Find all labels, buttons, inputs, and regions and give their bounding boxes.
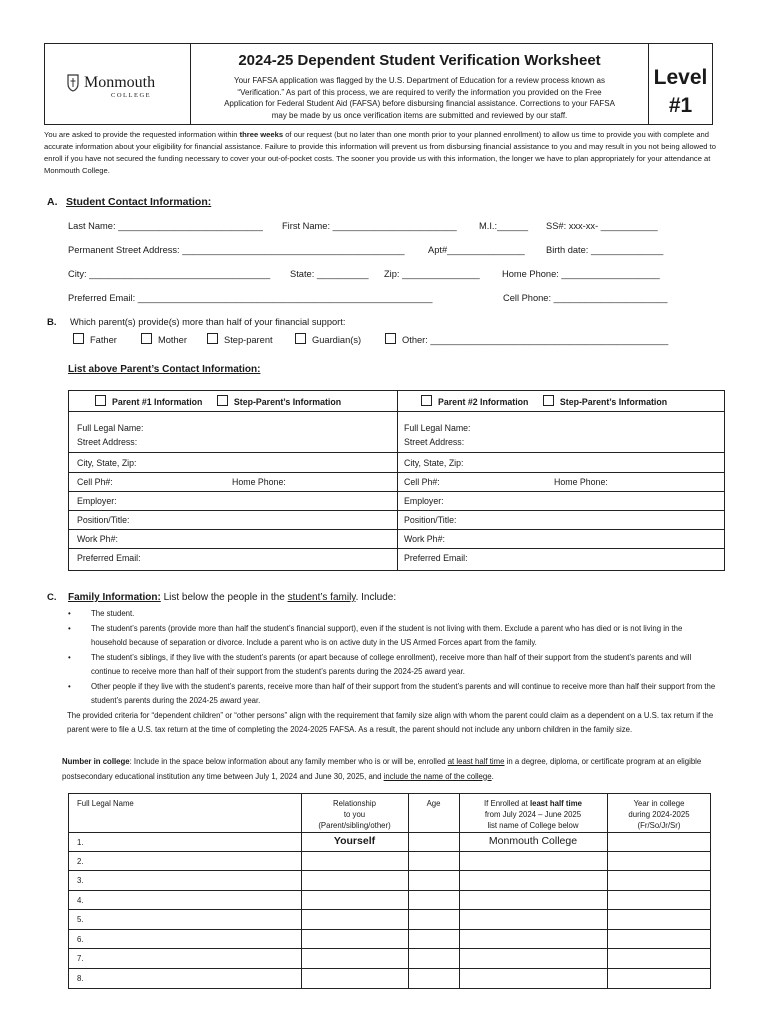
shield-icon [67,74,79,92]
parent2-header-label: Parent #2 Information [438,397,529,407]
step2-header-label: Step-Parent’s Information [559,397,668,407]
option-label: Step-parent [224,335,273,345]
other-checkbox[interactable] [385,333,396,344]
intro-text-2: of our request (but no later than one month prior to your planned enrollment) to allow us time to provide you with complete and accurate information about your eligibility for financial assistance. Failure to provide this information will prevent us from disbursing financial assistance to you and may result in you not being allowed to enroll if you have not secured the funding necessary to cover your out-of-pocket costs. The sooner you provide us with this information, the longer we have to plan appropriately for your attendance at Monmouth College. [44,130,716,175]
parent-contact-heading: List above Parent’s Contact Information: [68,364,261,375]
nic-underline-2: include the name of the college [383,771,492,781]
apt-field[interactable]: Apt#_______________ [428,245,525,255]
divider [69,529,724,530]
col-header-name: Full Legal Name [77,799,134,808]
birth-date-field[interactable]: Birth date: ______________ [546,245,664,255]
row-6-number[interactable]: 6. [77,935,84,944]
nic-bold: Number in college [62,757,130,766]
father-checkbox[interactable] [73,333,84,344]
mother-checkbox[interactable] [141,333,152,344]
verification-notice: Your FAFSA application was flagged by the U.S. Department of Education for a review process known as “Verification.” As part of this process, we are required to verify the information you provided on the Free Application for Federal Student Aid (FAFSA) before disbursing financial assistance. Corrections to your FAFSA may be made by us once verification items are submitted and reviewed by our staff. [224,76,615,120]
row-1-relationship[interactable]: Yourself [333,835,376,847]
bullet-item: • The student’s siblings, if they live with the student’s parents (or apart because of college enrollment), receive more than half of their support from the student’s parents and will continue to receive more than half of their support from the student’s parents during the 2024-25 award year. [68,652,692,676]
criteria-paragraph: The provided criteria for “dependent children” or “other persons” align with the requirement that family size align with whom the parent could claim as a dependent on a U.S. tax return if the parent were to file a U.S. tax return at the time of completing the 2024-2025 FAFSA. As a result, the parent should not include any unborn children in the family size. [67,710,714,734]
state-field[interactable]: State: __________ [290,269,369,279]
last-name-field[interactable]: Last Name: ____________________________ [68,221,263,231]
divider [69,510,724,511]
page-title: 2024-25 Dependent Student Verification Worksheet [238,52,601,69]
p2-home[interactable]: Home Phone: [554,477,608,487]
header-line [459,798,607,809]
title-cell [190,44,649,124]
header-line: Year in college [633,799,685,808]
nic-text-1: : Include in the space below information about any family member who is or will be, enrolled [129,757,448,766]
parent1-checkbox[interactable] [95,395,106,406]
p1-home[interactable]: Home Phone: [232,477,286,487]
row-4-number[interactable]: 4. [77,896,84,905]
option-other[interactable] [385,333,668,345]
divider [69,870,710,871]
p1-position[interactable]: Position/Title: [77,515,130,525]
section-b-letter: B. [47,317,57,328]
city-field[interactable]: City: ___________________________________ [68,269,271,279]
worksheet-header [44,43,713,125]
section-c-heading [68,592,396,603]
p1-cell[interactable]: Cell Ph#: [77,477,113,487]
bullet-item: • The student. [68,609,135,618]
p1-city[interactable]: City, State, Zip: [77,458,137,468]
home-phone-field[interactable]: Home Phone: ___________________ [502,269,660,279]
enr-text: If Enrolled at [484,799,530,808]
header-line: during 2024-2025 [628,810,690,819]
option-label: Guardian(s) [312,335,362,345]
bullet-text: The student. [91,609,135,618]
p2-email[interactable]: Preferred Email: [404,553,468,563]
step2-checkbox[interactable] [543,395,554,406]
header-line: to you [343,810,366,819]
section-b-question: Which parent(s) provide(s) more than half of your financial support: [70,317,346,327]
bullet-text: Other people if they live with the student’s parents, receive more than half of their support from the student’s parents and will continue to receive more than half their support from the student’s parents during the 2024-25 award year. [91,681,716,705]
divider [69,411,724,412]
family-table [68,793,711,989]
row-2-number[interactable]: 2. [77,857,84,866]
logo-sub: COLLEGE [111,92,152,99]
logo-name: Monmouth [84,74,156,91]
step1-checkbox[interactable] [217,395,228,406]
bullet-item: • The student’s parents (provide more than half the student’s financial support), even if the student is not living with them. Exclude a parent who has died or is not living in the household because of separation or divorce. Include a parent who is on active duty in the US Armed Forces apart from the family. [68,623,683,647]
header-line: (Fr/So/Jr/Sr) [637,821,681,830]
row-3-number[interactable]: 3. [77,876,84,885]
parent1-header-label: Parent #1 Information [112,397,203,407]
p1-email[interactable]: Preferred Email: [77,553,141,563]
option-father[interactable] [73,333,117,345]
bullet-text: The student’s parents (provide more than half the student’s financial support), even if the student is not living with them. Exclude a parent who has died or is not living in the household because of separation or divorce. Include a parent who is on active duty in the US Armed Forces apart from the family. [91,623,683,647]
section-c-letter: C. [47,592,57,603]
level-number: #1 [668,94,693,117]
divider [69,909,710,910]
family-bullets [68,607,718,738]
step-parent-checkbox[interactable] [207,333,218,344]
level-badge [649,64,712,120]
ssn-field[interactable]: SS#: xxx-xx- ___________ [546,221,658,231]
divider [69,832,710,833]
header-line: Relationship [333,799,376,808]
col-header-age: Age [426,799,441,808]
p2-street[interactable]: Street Address: [404,437,465,447]
first-name-field[interactable]: First Name: ________________________ [282,221,457,231]
students-family-text: student’s family [287,592,356,603]
divider [69,948,710,949]
divider [69,548,724,549]
col-header-year [607,798,711,831]
cell-phone-field[interactable]: Cell Phone: ______________________ [503,293,668,303]
level-word: Level [653,66,708,89]
include-text: . Include: [355,592,397,603]
row-1-college[interactable]: Monmouth College [488,835,578,847]
parent2-header [421,395,724,407]
col-divider [408,794,409,988]
p2-position[interactable]: Position/Title: [404,515,457,525]
p1-work[interactable]: Work Ph#: [77,534,118,544]
option-step-parent[interactable] [207,333,273,345]
divider [69,851,710,852]
email-field[interactable]: Preferred Email: _________________________________________________________ [68,293,433,303]
row-7-number[interactable]: 7. [77,954,84,963]
p2-employer[interactable]: Employer: [404,496,444,506]
bullet-item: • Other people if they live with the student’s parents, receive more than half of their support from the student’s parents and will continue to receive more than half their support from the student’s parents during the 2024-25 award year. [68,681,716,705]
logo-cell [45,44,191,124]
section-a-title: Student Contact Information: [66,196,212,208]
p1-name[interactable]: Full Legal Name: [77,423,144,433]
option-mother[interactable] [141,333,187,345]
divider [69,929,710,930]
option-label: Father [90,335,117,345]
col-header-relationship [301,798,408,831]
divider [69,491,724,492]
nic-text-2: in a degree, diploma, or certificate program at an eligible postsecondary educational institution any time between July 1, 2024 and June 30, 2025, and [62,757,702,781]
nic-underline-1: at least half time [447,757,505,766]
option-label: Other: ______________________________________________ [402,335,669,345]
p2-work[interactable]: Work Ph#: [404,534,445,544]
section-c-lead: List below the people in the [160,592,288,603]
p1-street[interactable]: Street Address: [77,437,138,447]
nic-end: . [491,771,494,781]
zip-field[interactable]: Zip: _______________ [384,269,480,279]
divider [69,452,724,453]
parent2-checkbox[interactable] [421,395,432,406]
section-c-title: Family Information: [68,592,161,603]
row-5-number[interactable]: 5. [77,915,84,924]
col-header-enrolled [459,798,607,831]
header-line: from July 2024 – June 2025 [484,810,582,819]
intro-paragraph [44,129,724,177]
option-guardian[interactable] [295,333,361,345]
section-a-letter: A. [47,196,58,208]
divider [69,472,724,473]
street-address-field[interactable]: Permanent Street Address: ___________________________________________ [68,245,405,255]
intro-bold: three weeks [239,130,284,139]
p2-name[interactable]: Full Legal Name: [404,423,471,433]
enr-bold: least half time [529,799,582,808]
p2-city[interactable]: City, State, Zip: [404,458,464,468]
header-line: (Parent/sibling/other) [318,821,391,830]
guardian-checkbox[interactable] [295,333,306,344]
row-8-number[interactable]: 8. [77,974,84,983]
header-line: list name of College below [487,821,579,830]
p2-cell[interactable]: Cell Ph#: [404,477,440,487]
row-1-number[interactable]: 1. [77,838,84,847]
option-label: Mother [158,335,187,345]
divider [69,890,710,891]
number-in-college-paragraph [62,755,718,784]
middle-initial-field[interactable]: M.I.:______ [479,221,529,231]
bullet-text: The student’s siblings, if they live with the student’s parents (or apart because of college enrollment), receive more than half of their support from the student’s parents and will continue to receive more than half of their support from the student’s parents during the 2024-25 award year. [91,652,692,676]
p1-employer[interactable]: Employer: [77,496,117,506]
parent-info-table [68,390,725,571]
step1-header-label: Step-Parent’s Information [233,397,342,407]
divider [69,968,710,969]
level-cell [648,44,712,124]
intro-text-1: You are asked to provide the requested information within [44,130,240,139]
